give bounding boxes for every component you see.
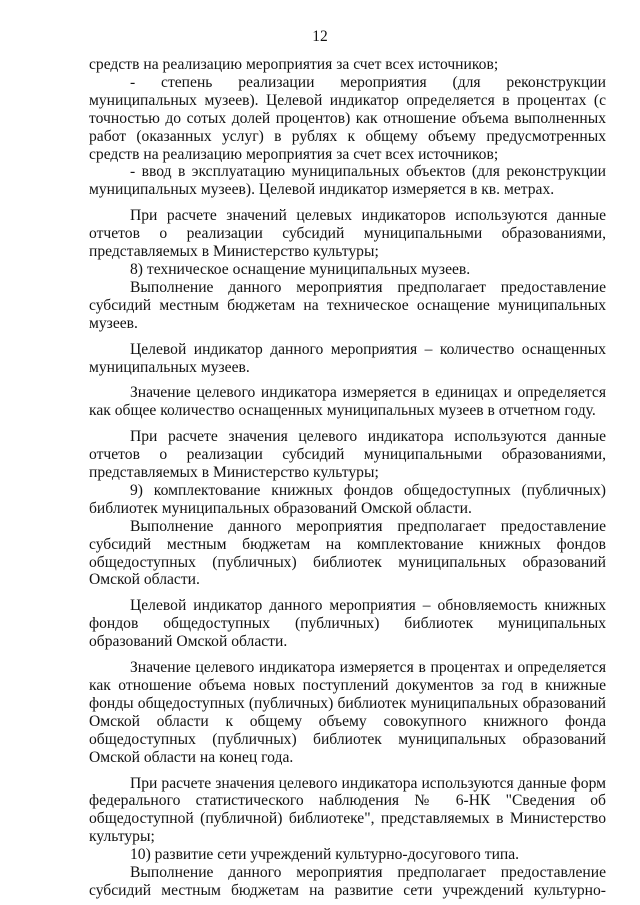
paragraph: При расчете значения целевого индикатора используются данные форм федерального статистического наблюдения № 6-НК "Сведения об общедоступной (публичной) библиотеке", представляемых в Министерство культуры;: [89, 774, 606, 846]
paragraph: 10) развитие сети учреждений культурно-досугового типа.: [130, 846, 520, 864]
paragraph: 8) техническое оснащение муниципальных музеев.: [130, 260, 471, 278]
paragraph: 9) комплектование книжных фондов общедоступных (публичных) библиотек муниципальных образований Омской области.: [89, 481, 606, 517]
paragraph: - ввод в эксплуатацию муниципальных объектов (для реконструкции муниципальных музеев). Целевой индикатор измеряется в кв. метрах.: [89, 163, 606, 199]
paragraph: - степень реализации мероприятия (для реконструкции муниципальных музеев). Целевой индикатор определяется в процентах (с точностью до сотых долей процентов) как отношение объема выполненных работ (оказанных услуг) в рублях к общему объему предусмотренных средств на реализацию мероприятия за счет всех источников;: [89, 73, 606, 163]
document-body: [89, 56, 606, 900]
paragraph: При расчете значения целевого индикатора используются данные отчетов о реализации субсидий муниципальными образованиями, представляемых в Министерство культуры;: [89, 428, 606, 482]
paragraph: Значение целевого индикатора измеряется в единицах и определяется как общее количество оснащенных муниципальных музеев в отчетном году.: [89, 384, 606, 420]
paragraph: Значение целевого индикатора измеряется в процентах и определяется как отношение объема новых поступлений документов за год в книжные фонды общедоступных (публичных) библиотек муниципальных образований Омской области к общему объему совокупного книжного фонда общедоступных (публичных) библиотек муниципальных образований Омской области на конец года.: [89, 659, 606, 766]
paragraph: Выполнение данного мероприятия предполагает предоставление субсидий местным бюджетам на техническое оснащение муниципальных музеев.: [89, 278, 606, 332]
paragraph: Выполнение данного мероприятия предполагает предоставление субсидий местным бюджетам на комплектование книжных фондов общедоступных (публичных) библиотек муниципальных образований Омской области.: [89, 517, 606, 589]
paragraph: Целевой индикатор данного мероприятия – количество оснащенных муниципальных музеев.: [89, 340, 606, 376]
paragraph: Целевой индикатор данного мероприятия – обновляемость книжных фондов общедоступных (публичных) библиотек муниципальных образований Омской области.: [89, 597, 606, 651]
paragraph: Выполнение данного мероприятия предполагает предоставление субсидий местным бюджетам на развитие сети учреждений культурно-: [89, 864, 606, 899]
paragraph: При расчете значений целевых индикаторов используются данные отчетов о реализации субсидий муниципальными образованиями, представляемых в Министерство культуры;: [89, 207, 606, 261]
page-number: 12: [312, 28, 328, 45]
paragraph: средств на реализацию мероприятия за счет всех источников;: [89, 56, 499, 73]
